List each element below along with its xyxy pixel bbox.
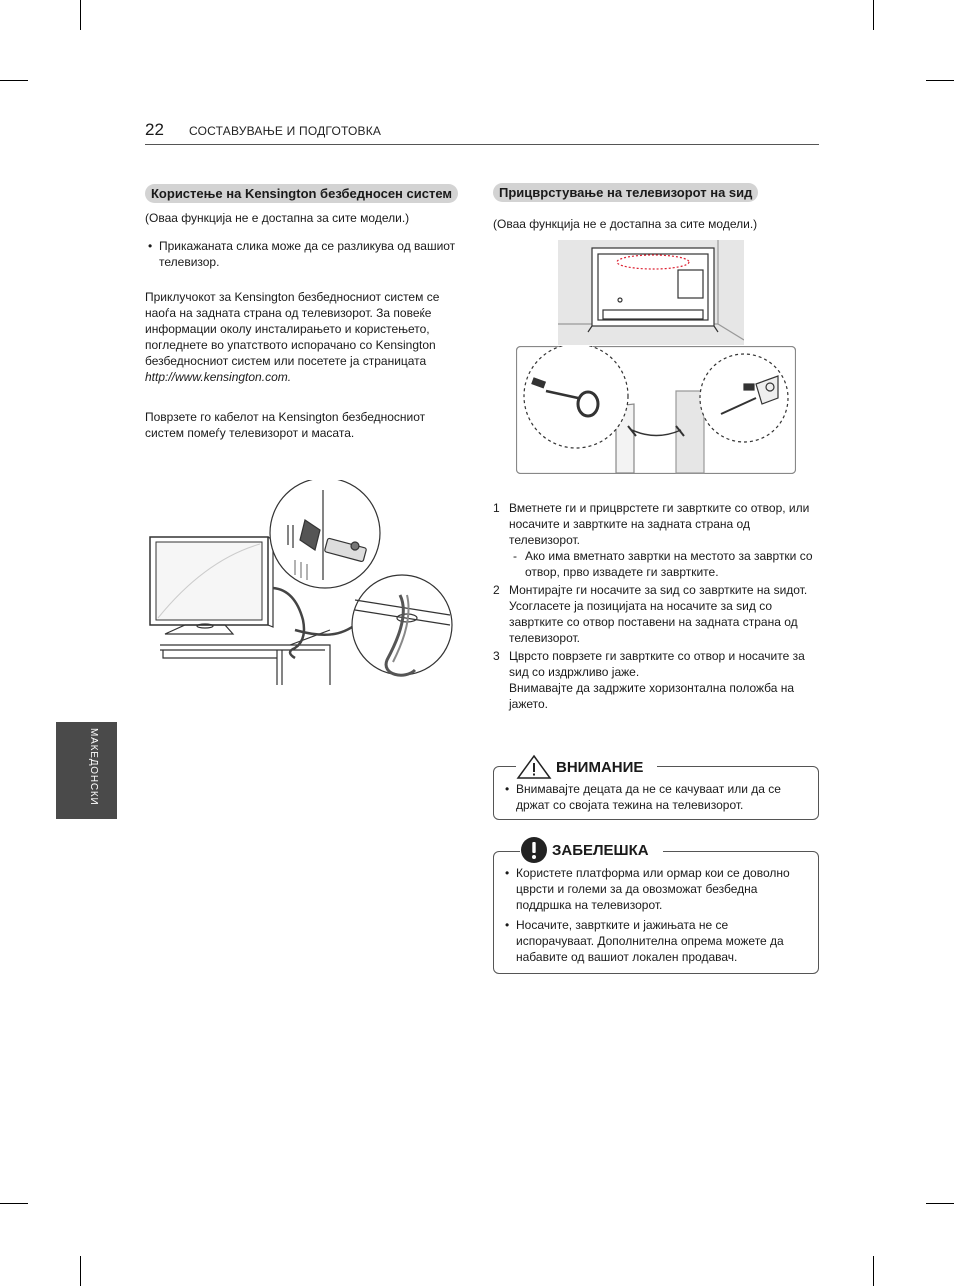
list-item bbox=[502, 865, 802, 913]
kensington-section bbox=[145, 183, 463, 441]
crop-mark bbox=[0, 80, 28, 81]
header-divider bbox=[145, 144, 819, 145]
caution-text: Внимавајте децата да не се качуваат или да се држат со својата тежина на телевизорот. bbox=[516, 782, 781, 812]
step-number: 1 bbox=[493, 501, 500, 515]
language-tab bbox=[56, 722, 117, 819]
note-title: ЗАБЕЛЕШКА bbox=[548, 842, 657, 859]
crop-mark bbox=[80, 1256, 81, 1286]
step-text: Монтирајте ги носачите за ѕид со завртките на ѕидот. bbox=[509, 583, 808, 597]
wall-mount-section bbox=[493, 183, 819, 232]
list-item bbox=[145, 238, 463, 270]
list-item bbox=[493, 582, 819, 646]
crop-mark bbox=[926, 80, 954, 81]
crop-mark bbox=[80, 0, 81, 30]
crop-mark bbox=[0, 1203, 28, 1204]
exclamation-icon bbox=[520, 836, 548, 864]
note-text: Користете платформа или ормар кои се доволно цврсти и големи за да овозможат безбедна поддршка на телевизорот. bbox=[516, 866, 790, 912]
caution-title: ВНИМАНИЕ bbox=[552, 759, 651, 776]
section-title: СОСТАВУВАЊЕ И ПОДГОТОВКА bbox=[189, 124, 382, 138]
list-item bbox=[502, 917, 802, 965]
bullet-text: Прикажаната слика може да се разликува од вашиот телевизор. bbox=[159, 239, 456, 269]
page-number: 22 bbox=[145, 120, 164, 139]
kensington-illustration bbox=[145, 480, 465, 690]
list-item bbox=[493, 648, 819, 712]
language-tab-label: МАКЕДОНСКИ bbox=[88, 728, 99, 806]
crop-mark bbox=[926, 1203, 954, 1204]
caution-header bbox=[516, 754, 657, 780]
kensington-paragraph bbox=[145, 289, 463, 385]
tv-back-illustration bbox=[558, 240, 744, 345]
crop-mark bbox=[873, 0, 874, 30]
connect-paragraph: Поврзете го кабелот на Kensington безбедносниот систем помеѓу телевизорот и масата. bbox=[145, 410, 426, 440]
step-text: Вметнете ги и прицврстете ги завртките со отвор, или носачите и завртките на задната страна од телевизорот. bbox=[509, 501, 810, 547]
step-text: Цврсто поврзете ги завртките со отвор и носачите за ѕид со издржливо јаже. bbox=[509, 649, 805, 679]
kensington-url[interactable]: http://www.kensington.com. bbox=[145, 370, 292, 384]
availability-note: (Оваа функција не е достапна за сите модели.) bbox=[145, 211, 410, 225]
crop-mark bbox=[873, 1256, 874, 1286]
list-item: 1 Вметнете ги и прицврстете ги завртките со отвор, или носачите и завртките на задната страна од телевизорот. - Ако има вметнато завртки на местото за завртки со отвор, прво извадете ги завртките. bbox=[493, 500, 819, 580]
availability-note: (Оваа функција не е достапна за сите модели.) bbox=[493, 217, 758, 231]
wall-mount-title: Прицврстување на телевизорот на ѕид bbox=[493, 183, 758, 202]
note-text: Носачите, завртките и јажињата не се испорачуваат. Дополнителна опрема можете да набавите од вашиот локален продавач. bbox=[516, 918, 784, 964]
step-number: 3 bbox=[493, 649, 500, 663]
step-extra: Внимавајте да задржите хоризонтална положба на јажето. bbox=[509, 681, 795, 711]
step-extra: Усогласете ја позицијата на носачите за ѕид со завртките со отвор поставени на задната страна од телевизорот. bbox=[509, 599, 798, 645]
steps-list bbox=[493, 500, 819, 712]
paragraph-text: Приклучокот за Kensington безбедносниот систем се наоѓа на задната страна од телевизорот. За повеќе информации околу инсталирањето и користењето, погледнете во упатството испорачано со Kensington безбедносниот систем или посетете ја страницата bbox=[145, 290, 440, 368]
note-header bbox=[520, 836, 663, 864]
warning-icon bbox=[516, 754, 552, 780]
note-list bbox=[502, 865, 802, 965]
list-item bbox=[502, 781, 816, 813]
step-number: 2 bbox=[493, 583, 500, 597]
bracket-illustration bbox=[516, 346, 796, 474]
step-subtext: Ако има вметнато завртки на местото за завртки со отвор, прво извадете ги завртките. bbox=[525, 549, 813, 579]
kensington-title: Користење на Kensington безбедносен систем bbox=[145, 184, 458, 203]
